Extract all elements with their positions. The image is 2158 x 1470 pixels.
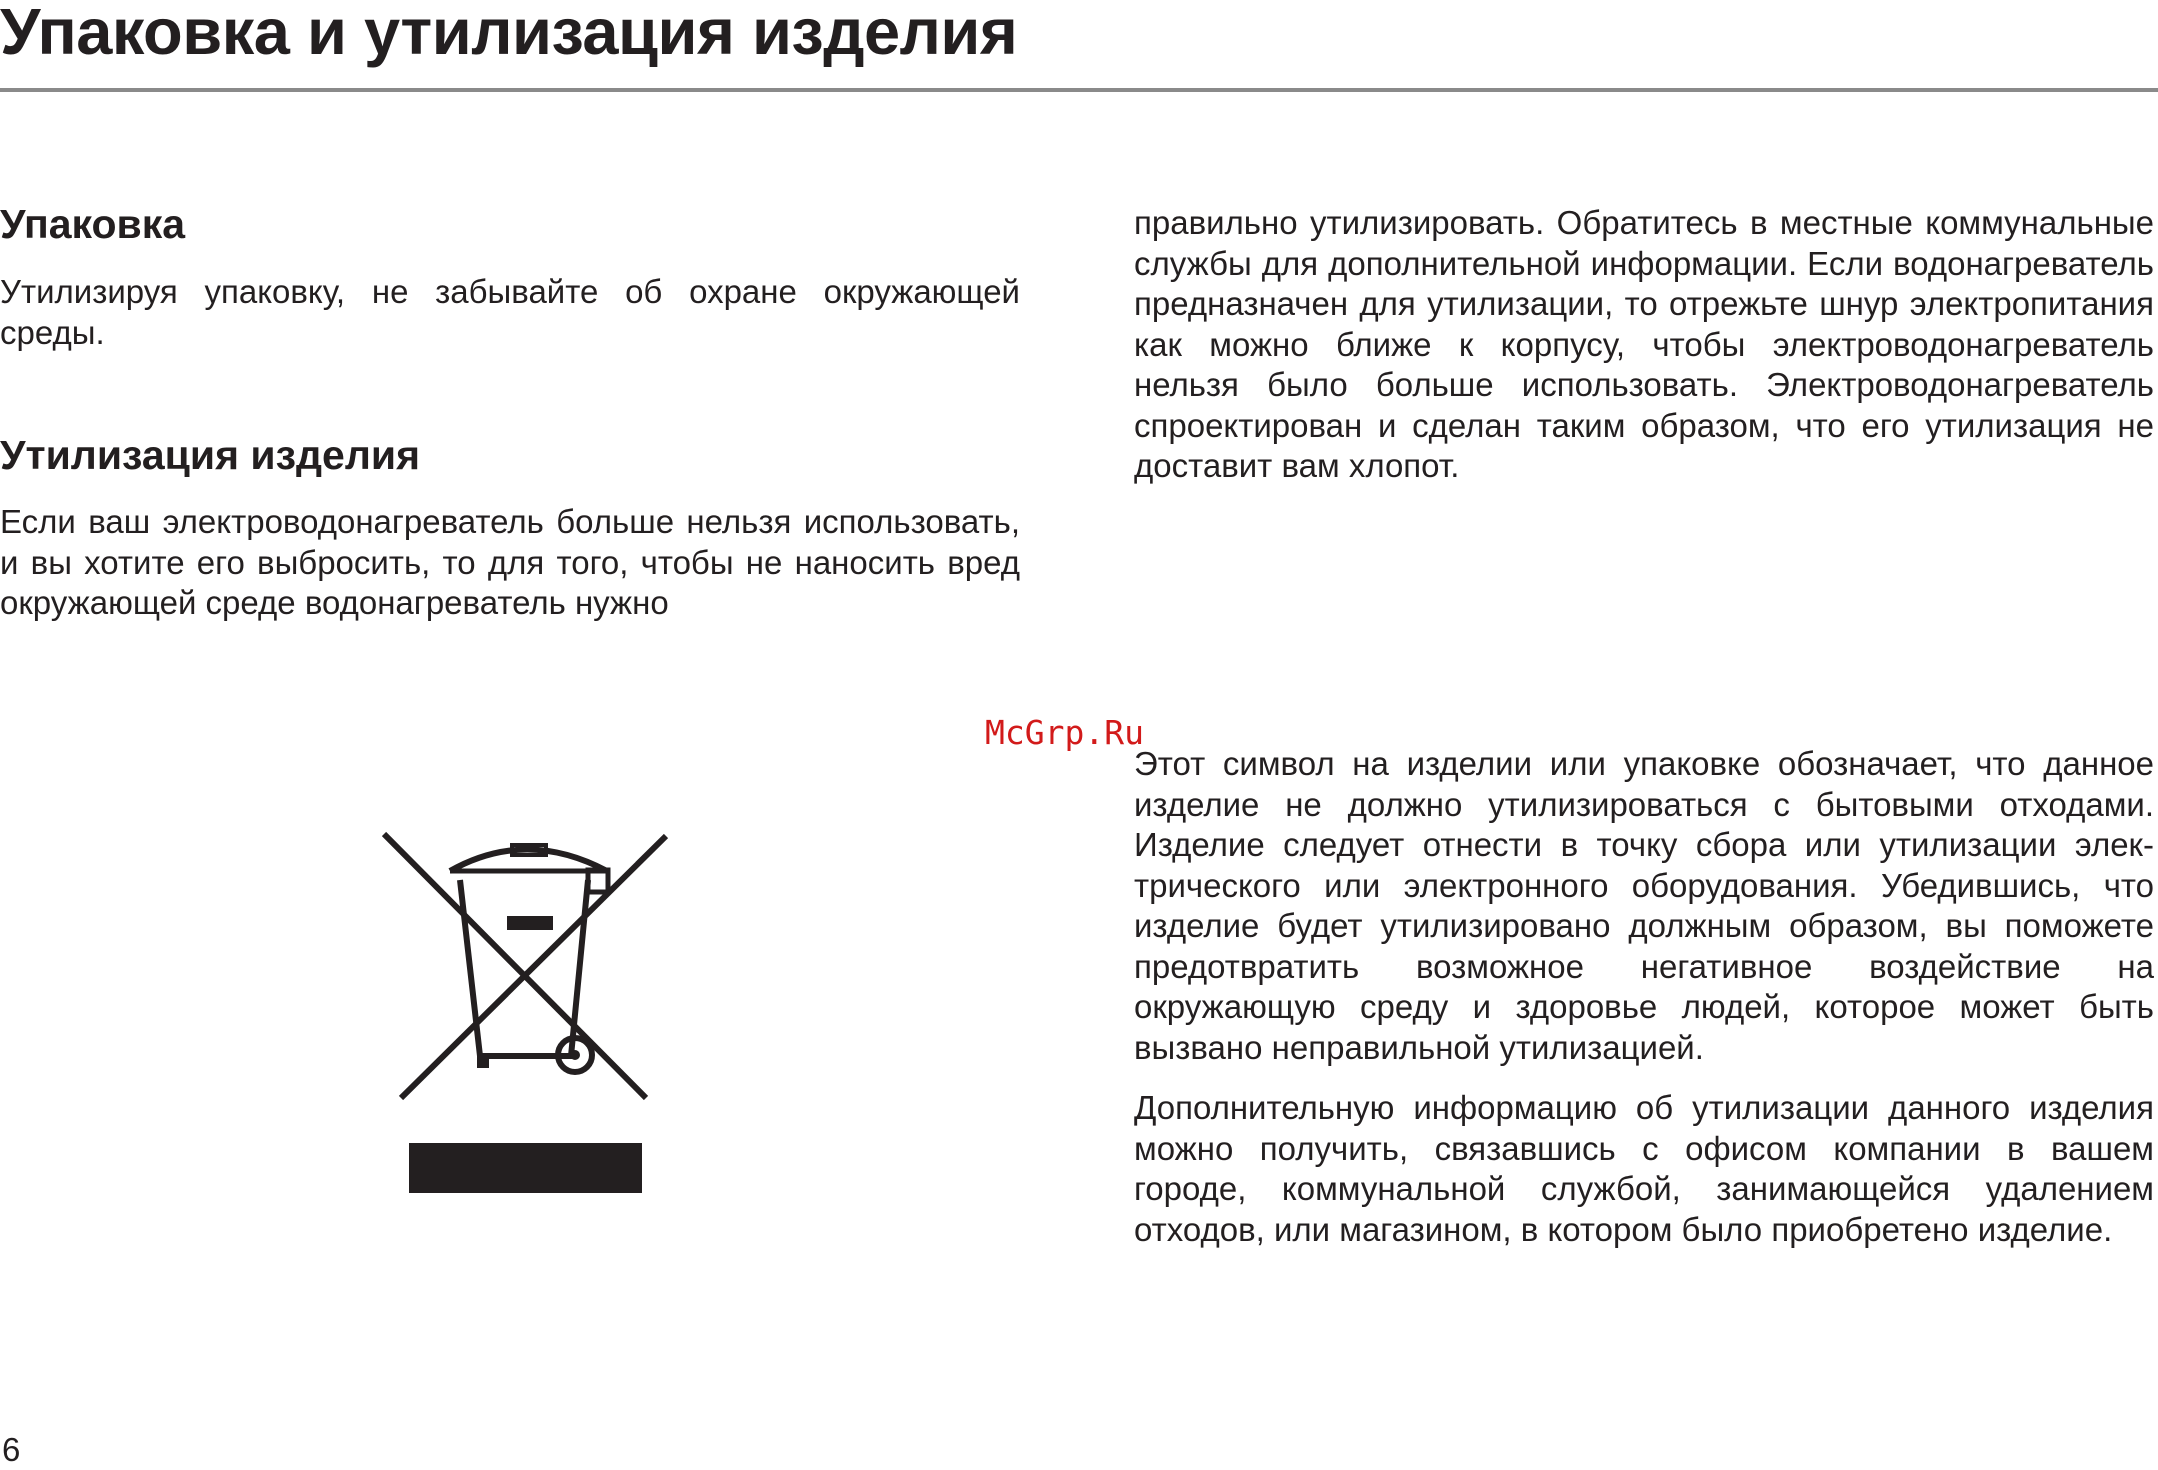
disposal-text-part1: Если ваш электроводонагреватель больше нельзя использовать, и вы хотите его выбросить, то для того, чтобы не наносить вред окружающей среде водонагреватель нужно <box>0 503 1020 621</box>
weee-black-bar <box>409 1143 642 1193</box>
packaging-text: Утилизируя упаковку, не забывайте об охране окружающей среды. <box>0 273 1020 351</box>
page-title: Упаковка и утилизация изделия <box>0 0 1018 68</box>
crossed-out-wheelie-bin-icon <box>376 826 676 1106</box>
disposal-heading: Утилизация изделия <box>0 432 420 478</box>
symbol-paragraph-2: Дополнительную информацию об утилизации данного изделия можно получить, связавшись с офисом компании в вашем городе, коммунальной службой, занимающейся удалением отходов, или магазином, в котором было приобретено изделие. <box>1134 1089 2154 1248</box>
disposal-text-part2: правильно утилизировать. Обратитесь в местные коммунальные службы для дополнительной информации. Если водонагреватель предназначен для утилизации, то отрежьте шнур электропитания как можно ближе к корпусу, чтобы электроводонагреватель нельзя было больше использовать. Электроводонагреватель спроектирован и сделан таким образом, что его утилизация не доставит вам хлопот. <box>1134 204 2154 484</box>
page-number: 6 <box>2 1431 21 1468</box>
watermark: McGrp.Ru <box>985 713 1144 752</box>
symbol-paragraph-1: Этот символ на изделии или упаковке обозначает, что данное изделие не должно утилизироваться с бытовыми отходами. Изделие следует отнести в точку сбора или утилизации электрического или электронного оборудования. Убедившись, что изделие будет утилизировано должным образом, вы поможете предотвратить возможное негативное воздействие на окружающую среду и здоровье людей, которое может быть вызвано неправильной утилизацией. <box>1134 745 2154 1066</box>
title-rule <box>0 88 2158 92</box>
packaging-heading: Упаковка <box>0 201 186 247</box>
